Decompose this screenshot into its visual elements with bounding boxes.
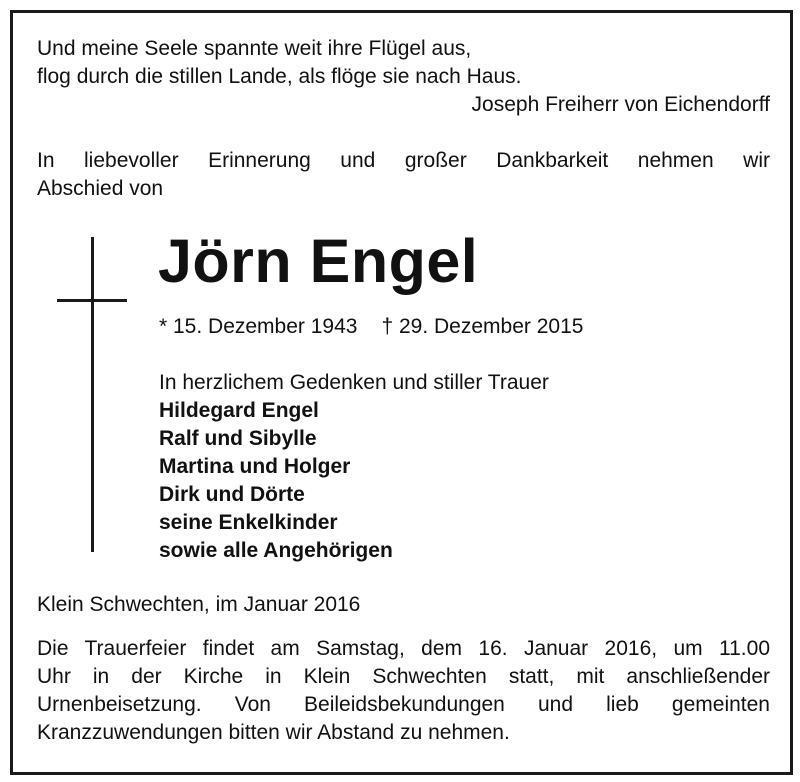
- death-date: † 29. Dezember 2015: [381, 315, 584, 338]
- deceased-name: Jörn Engel: [158, 227, 479, 295]
- mourner-name: Ralf und Sibylle: [159, 427, 317, 450]
- intro-text: [37, 147, 770, 203]
- birth-date: * 15. Dezember 1943: [159, 315, 358, 338]
- mourner-name: sowie alle Angehörigen: [159, 539, 393, 562]
- mourner-name: seine Enkelkinder: [159, 511, 338, 534]
- ceremony-line: Kranzzuwendungen bitten wir Abstand zu nehmen.: [37, 721, 510, 744]
- poem-line: flog durch die stillen Lande, als flöge sie nach Haus.: [37, 65, 522, 88]
- place-date-text: Klein Schwechten, im Januar 2016: [37, 593, 361, 616]
- poem-author: Joseph Freiherr von Eichendorff: [471, 93, 770, 116]
- ceremony-line: Die Trauerfeier findet am Samstag, dem 16. Januar 2016, um 11.00: [37, 637, 770, 660]
- mourner-name: Martina und Holger: [159, 455, 351, 478]
- poem: [37, 35, 770, 119]
- cross-icon: [91, 237, 94, 552]
- cross-icon-bar: [57, 299, 127, 302]
- ceremony-info: [37, 635, 770, 747]
- poem-line: Und meine Seele spannte weit ihre Flügel aus,: [37, 37, 472, 60]
- mourners: [159, 369, 549, 565]
- intro-line: In liebevoller Erinnerung und großer Dankbarkeit nehmen wir: [37, 149, 770, 172]
- ceremony-line: Urnenbeisetzung. Von Beileidsbekundungen und lieb gemeinten: [37, 693, 770, 716]
- mourner-name: Hildegard Engel: [159, 399, 319, 422]
- mourner-name: Dirk und Dörte: [159, 483, 305, 506]
- place-date: [37, 591, 770, 619]
- mourners-intro: In herzlichem Gedenken und stiller Trauer: [159, 371, 549, 394]
- intro-line: Abschied von: [37, 177, 164, 200]
- ceremony-line: Uhr in der Kirche in Klein Schwechten statt, mit anschließender: [37, 665, 770, 688]
- obituary-frame: [10, 10, 793, 775]
- life-dates: [159, 313, 583, 341]
